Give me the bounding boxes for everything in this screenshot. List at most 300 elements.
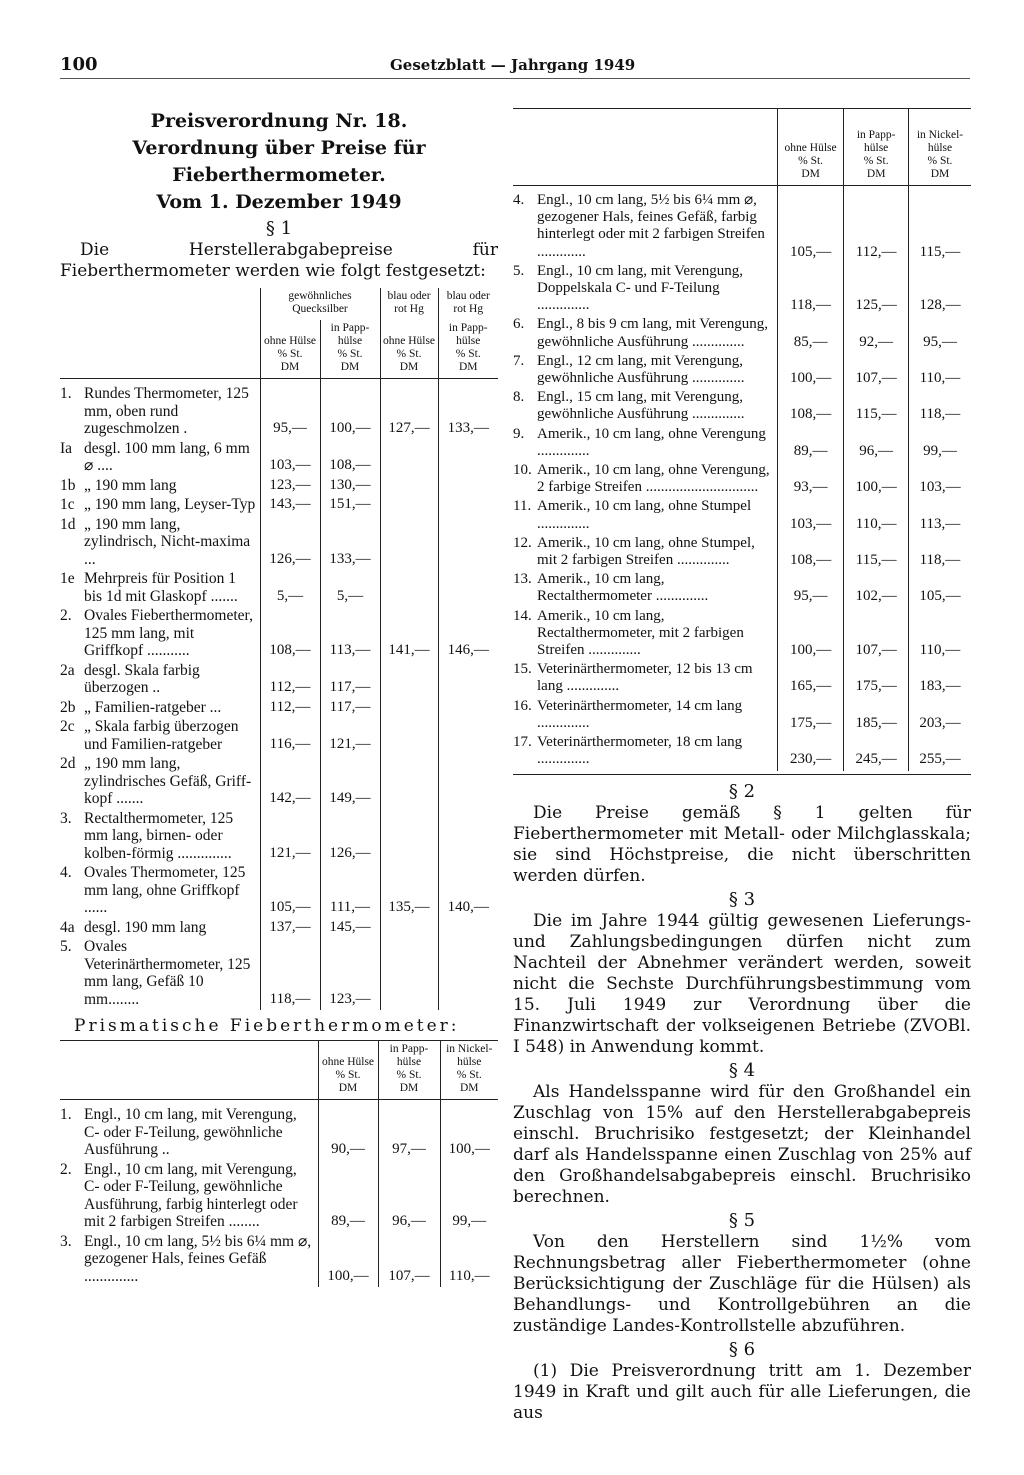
price-cell: 105,— (260, 864, 320, 919)
item-text: „ Familien-ratgeber ... (84, 698, 222, 716)
row-description (60, 919, 260, 939)
item-entry (513, 734, 773, 768)
price-cell: 108,— (320, 440, 380, 477)
row-description (513, 734, 777, 770)
price-cell: 175,— (777, 698, 844, 734)
row-description (513, 316, 777, 352)
price-table-prismatic (60, 1040, 498, 1287)
item-text: Engl., 15 cm lang, mit Verengung, gewöhnliche Ausführung .............. (537, 389, 745, 423)
price-cell: 175,— (844, 661, 909, 697)
price-cell: 126,— (320, 810, 380, 865)
price-cell: 107,— (378, 1233, 440, 1288)
section-3-heading: § 3 (728, 888, 756, 910)
item-number: 14. (513, 607, 532, 624)
item-text: Amerik., 10 cm lang, Rectalthermometer .............. (537, 571, 709, 605)
price-cell: 118,— (777, 263, 844, 317)
item-entry (60, 1106, 314, 1159)
table-row (513, 316, 971, 352)
ordinance-date: Vom 1. Dezember 1949 (156, 191, 402, 213)
price-cell: 145,— (320, 919, 380, 939)
row-description (60, 477, 260, 497)
item-entry (60, 385, 256, 438)
item-text: Rectalthermometer, 125 mm lang, birnen- oder kolben-förmig .............. (84, 809, 234, 862)
price-cell: 96,— (378, 1161, 440, 1233)
col-label: ohne Hülse (382, 335, 436, 347)
row-description (60, 516, 260, 571)
col-nickelhuelse (440, 1041, 498, 1100)
price-cell: 89,— (777, 426, 844, 462)
item-number: 2a (60, 661, 75, 679)
price-cell (380, 755, 438, 810)
price-cell: 185,— (844, 698, 909, 734)
item-number: 4a (60, 918, 75, 936)
running-header (60, 54, 970, 80)
row-description (60, 938, 260, 1010)
price-cell (380, 662, 438, 699)
table-row (513, 698, 971, 734)
price-cell: 118,— (260, 938, 320, 1010)
section-5-text: Von den Herstellern sind 1½% vom Rechnungsbetrag aller Fieberthermometer (ohne Berücksichtigung der Zuschläge für die Hülsen) als Behandlungs- und Kontrollgebühren an die zuständige Landes-Kontrollstelle abzuführen. (513, 1231, 971, 1336)
item-entry (60, 477, 256, 495)
col-currency: DM (801, 168, 820, 180)
item-number: 5. (60, 938, 72, 955)
price-cell: 128,— (908, 263, 971, 317)
col-currency: DM (399, 1082, 419, 1094)
item-text: „ 190 mm lang (84, 476, 177, 494)
item-number: 4. (60, 864, 72, 881)
item-number: 2. (60, 607, 72, 624)
item-entry (60, 1233, 314, 1286)
row-description (513, 698, 777, 734)
price-cell (380, 477, 438, 497)
col-papphuelse (378, 1041, 440, 1100)
price-cell: 85,— (777, 316, 844, 352)
item-entry (513, 263, 773, 315)
col-papphuelse (320, 320, 380, 379)
price-cell (438, 440, 498, 477)
price-cell (438, 662, 498, 699)
item-text: Veterinärthermometer, 18 cm lang .............. (537, 734, 743, 768)
price-table-prismatic-continued (513, 108, 971, 771)
row-description (60, 496, 260, 516)
row-description (60, 864, 260, 919)
price-cell: 230,— (777, 734, 844, 770)
item-entry (60, 810, 256, 863)
col-unit: % St. (337, 348, 363, 360)
price-cell (380, 516, 438, 571)
item-number: 4. (513, 192, 525, 208)
item-entry (60, 718, 256, 753)
item-number: 1. (60, 1106, 72, 1123)
table-row (513, 462, 971, 498)
item-entry (60, 570, 256, 605)
row-description (60, 1100, 318, 1161)
right-column (513, 108, 971, 1424)
price-cell: 123,— (260, 477, 320, 497)
table-row (60, 755, 498, 810)
row-description (60, 755, 260, 810)
col-unit: % St. (396, 348, 422, 360)
item-text: Engl., 12 cm lang, mit Verengung, gewöhnliche Ausführung .............. (537, 352, 745, 387)
section-6-heading: § 6 (728, 1338, 756, 1360)
price-cell: 96,— (844, 426, 909, 462)
price-cell: 115,— (844, 389, 909, 425)
price-cell: 100,— (777, 608, 844, 662)
item-number: 5. (513, 262, 525, 279)
price-cell: 107,— (844, 608, 909, 662)
col-ohne-huelse (318, 1041, 378, 1100)
ordinance-subtitle: Verordnung über Preise für Fieberthermometer. (132, 137, 426, 186)
price-cell: 89,— (318, 1161, 378, 1233)
item-entry (513, 192, 773, 261)
price-cell: 100,— (440, 1100, 498, 1161)
item-text: Amerik., 10 cm lang, ohne Stumpel .............. (537, 498, 752, 532)
price-cell: 108,— (777, 535, 844, 571)
section-4-heading: § 4 (728, 1059, 756, 1081)
price-cell: 117,— (320, 662, 380, 699)
table-row (60, 919, 498, 939)
section-2-heading: § 2 (728, 780, 756, 802)
col-currency: DM (338, 1082, 358, 1094)
price-cell: 95,— (777, 571, 844, 607)
item-number: 1d (60, 515, 76, 533)
table-row (60, 1233, 498, 1288)
price-cell: 118,— (908, 535, 971, 571)
table-row (60, 1100, 498, 1161)
col-label: ohne Hülse (784, 142, 837, 154)
table-row (513, 186, 971, 263)
sections-block (513, 774, 971, 1424)
price-cell: 116,— (260, 718, 320, 755)
price-cell: 100,— (844, 462, 909, 498)
section-3-text: Die im Jahre 1944 gültig gewesenen Lieferungs- und Zahlungsbedingungen dürfen nicht zum Nachteil der Abnehmer verändert werden, soweit nicht die Sechste Durchführungsbestimmung vom 15. Juli 1949 zur Verordnung über die Finanzwirtschaft der volkseigenen Betriebe (ZVOBl. I 548) in Anwendung kommt. (513, 910, 971, 1057)
item-number: 2c (60, 718, 75, 735)
item-text: desgl. Skala farbig überzogen .. (84, 661, 200, 696)
table-row (513, 535, 971, 571)
col-unit: % St. (863, 155, 889, 167)
item-entry (513, 389, 773, 423)
col-unit: % St. (277, 348, 303, 360)
item-number: 9. (513, 425, 525, 442)
price-cell (438, 699, 498, 719)
item-number: 13. (513, 571, 532, 588)
table-row (513, 498, 971, 534)
item-entry (513, 571, 773, 605)
price-cell: 103,— (777, 498, 844, 534)
price-cell: 121,— (260, 810, 320, 865)
price-cell: 127,— (380, 379, 438, 440)
item-text: „ 190 mm lang, zylindrisches Gefäß, Griff-kopf ....... (84, 755, 252, 807)
col-unit: % St. (798, 155, 824, 167)
col-currency: DM (930, 168, 950, 180)
col-papphuelse (844, 109, 909, 186)
item-text: Engl., 8 bis 9 cm lang, mit Verengung, gewöhnliche Ausführung .............. (537, 316, 768, 350)
item-text: Veterinärthermometer, 12 bis 13 cm lang .............. (537, 661, 753, 695)
row-description (513, 571, 777, 607)
col-unit: % St. (456, 1069, 482, 1081)
col-ohne-huelse-hg (380, 320, 438, 379)
item-number: 16. (513, 697, 532, 714)
item-text: Engl., 10 cm lang, mit Verengung, C- oder F-Teilung, gewöhnliche Ausführung, farbig hinterlegt oder mit 2 farbigen Streifen ........ (84, 1160, 298, 1230)
price-cell: 133,— (438, 379, 498, 440)
item-text: Mehrpreis für Position 1 bis 1d mit Glaskopf ....... (84, 570, 238, 605)
row-description (513, 498, 777, 534)
table-row (60, 440, 498, 477)
row-description (513, 389, 777, 425)
price-cell: 105,— (777, 186, 844, 263)
col-currency: DM (459, 1082, 479, 1094)
col-label: ohne Hülse (321, 1056, 375, 1068)
price-cell: 112,— (260, 662, 320, 699)
row-description (513, 263, 777, 317)
col-unit: % St. (455, 348, 481, 360)
item-text: Rundes Thermometer, 125 mm, oben rund zugeschmolzen . (84, 385, 249, 437)
price-cell: 92,— (844, 316, 909, 352)
col-currency: DM (280, 361, 300, 373)
row-description (513, 186, 777, 263)
price-cell: 115,— (908, 186, 971, 263)
item-number: 2d (60, 755, 76, 772)
row-description (60, 662, 260, 699)
item-entry (60, 699, 256, 717)
price-cell: 125,— (844, 263, 909, 317)
row-description (513, 608, 777, 662)
table-row (513, 389, 971, 425)
table-row (513, 734, 971, 770)
col-currency: DM (340, 361, 360, 373)
section-1-intro: Die Herstellerabgabepreise für Fieberthermometer werden wie folgt festgesetzt: (60, 240, 498, 281)
journal-title: Gesetzblatt — Jahrgang 1949 (390, 56, 636, 74)
table-row (60, 570, 498, 607)
item-entry (513, 353, 773, 387)
price-cell (380, 919, 438, 939)
table-row (513, 608, 971, 662)
table-row (60, 516, 498, 571)
table-row (60, 477, 498, 497)
price-cell: 110,— (440, 1233, 498, 1288)
price-cell (380, 496, 438, 516)
price-cell: 245,— (844, 734, 909, 770)
row-description (513, 535, 777, 571)
page-number: 100 (60, 54, 98, 75)
item-number: 2b (60, 698, 76, 716)
price-cell: 255,— (908, 734, 971, 770)
row-description (513, 353, 777, 389)
item-entry (60, 662, 256, 697)
table-row (60, 607, 498, 662)
item-entry (60, 864, 256, 917)
table-row (513, 353, 971, 389)
item-entry (513, 498, 773, 532)
table-row (513, 426, 971, 462)
price-cell (438, 516, 498, 571)
price-cell: 137,— (260, 919, 320, 939)
price-cell: 126,— (260, 516, 320, 571)
item-entry (60, 516, 256, 569)
table-row (513, 571, 971, 607)
col-currency: DM (399, 361, 419, 373)
item-entry (60, 919, 256, 937)
col-currency: DM (866, 168, 886, 180)
price-cell: 100,— (777, 353, 844, 389)
price-cell: 102,— (844, 571, 909, 607)
item-number: Ia (60, 439, 73, 457)
price-cell: 105,— (908, 571, 971, 607)
row-description (60, 1161, 318, 1233)
item-entry (60, 607, 256, 660)
price-cell: 108,— (260, 607, 320, 662)
col-label: in Papp-hülse (389, 1043, 429, 1068)
price-cell: 97,— (378, 1100, 440, 1161)
item-text: Ovales Veterinärthermometer, 125 mm lang, Gefäß 10 mm........ (84, 938, 251, 1008)
price-cell: 142,— (260, 755, 320, 810)
item-entry (513, 608, 773, 660)
price-cell (380, 718, 438, 755)
item-entry (60, 755, 256, 808)
price-cell: 149,— (320, 755, 380, 810)
price-cell (438, 919, 498, 939)
price-cell (380, 440, 438, 477)
table-row (60, 1161, 498, 1233)
price-cell (438, 938, 498, 1010)
item-text: Amerik., 10 cm lang, ohne Verengung .............. (537, 425, 766, 459)
item-number: 6. (513, 316, 525, 333)
item-text: desgl. 100 mm lang, 6 mm ⌀ .... (84, 439, 250, 474)
ordinance-title: Preisverordnung Nr. 18. (150, 110, 408, 132)
price-cell: 100,— (318, 1233, 378, 1288)
price-cell: 103,— (908, 462, 971, 498)
item-number: 8. (513, 389, 525, 406)
item-entry (513, 661, 773, 695)
table-row (60, 496, 498, 516)
col-label: in Papp-hülse (330, 322, 370, 347)
price-cell: 112,— (844, 186, 909, 263)
section-6-text: (1) Die Preisverordnung tritt am 1. Dezember 1949 in Kraft und gilt auch für alle Lieferungen, die aus (513, 1360, 971, 1423)
price-cell (438, 477, 498, 497)
item-number: 7. (513, 352, 525, 369)
item-number: 1. (60, 385, 72, 402)
col-label: in Nickel-hülse (446, 1043, 493, 1068)
item-text: Amerik., 10 cm lang, Rectalthermometer, mit 2 farbigen Streifen .............. (537, 607, 744, 659)
price-cell: 108,— (777, 389, 844, 425)
left-column (60, 108, 498, 1287)
price-cell: 118,— (908, 389, 971, 425)
price-cell (380, 810, 438, 865)
price-cell: 112,— (260, 699, 320, 719)
price-cell: 113,— (908, 498, 971, 534)
table-row (60, 718, 498, 755)
price-cell: 95,— (908, 316, 971, 352)
price-cell: 113,— (320, 607, 380, 662)
item-text: Veterinärthermometer, 14 cm lang .............. (537, 697, 743, 731)
item-entry (513, 316, 773, 350)
item-text: Engl., 10 cm lang, mit Verengung, Doppelskala C- und F-Teilung .............. (537, 262, 743, 314)
price-cell: 115,— (844, 535, 909, 571)
row-description (60, 699, 260, 719)
table-row (513, 661, 971, 697)
price-cell (438, 718, 498, 755)
col-papphuelse-hg (438, 320, 498, 379)
price-cell: 141,— (380, 607, 438, 662)
item-number: 11. (513, 498, 532, 515)
item-text: „ 190 mm lang, zylindrisch, Nicht-maxima ... (84, 515, 251, 568)
item-text: „ 190 mm lang, Leyser-Typ (84, 496, 256, 513)
price-cell (380, 938, 438, 1010)
item-entry (60, 440, 256, 475)
price-cell: 95,— (260, 379, 320, 440)
item-text: Engl., 10 cm lang, 5½ bis 6¼ mm ⌀, gezogener Hals, feines Gefäß, farbig hinterlegt oder mit 2 farbigen Streifen ............. (537, 192, 765, 260)
item-entry (513, 535, 773, 569)
col-ohne-huelse (260, 320, 320, 379)
price-cell: 99,— (440, 1161, 498, 1233)
item-text: „ Skala farbig überzogen und Familien-ratgeber (84, 718, 239, 753)
prismatic-heading: Prismatische Fieberthermometer: (74, 1016, 460, 1036)
price-cell: 183,— (908, 661, 971, 697)
price-cell: 133,— (320, 516, 380, 571)
item-entry (513, 698, 773, 732)
item-entry (513, 462, 773, 496)
row-description (60, 810, 260, 865)
col-group-quecksilber: gewöhnliches Quecksilber (260, 288, 380, 320)
item-number: 1e (60, 570, 75, 587)
row-description (60, 379, 260, 440)
col-label: in Papp-hülse (448, 322, 488, 347)
col-unit: % St. (927, 155, 953, 167)
price-cell: 110,— (908, 608, 971, 662)
col-blau-rot-1: blau oder rot Hg (380, 288, 438, 320)
col-label: ohne Hülse (263, 335, 317, 347)
price-cell: 121,— (320, 718, 380, 755)
item-text: Amerik., 10 cm lang, ohne Stumpel, mit 2 farbigen Streifen .............. (537, 534, 755, 569)
col-unit: % St. (335, 1069, 361, 1081)
item-text: Engl., 10 cm lang, 5½ bis 6¼ mm ⌀, gezogener Hals, feines Gefäß .............. (84, 1232, 312, 1285)
col-ohne-huelse (777, 109, 844, 186)
price-cell (438, 755, 498, 810)
price-cell: 123,— (320, 938, 380, 1010)
item-entry (513, 426, 773, 460)
item-number: 1b (60, 476, 76, 494)
item-number: 2. (60, 1160, 72, 1178)
price-cell: 151,— (320, 496, 380, 516)
price-cell: 99,— (908, 426, 971, 462)
item-number: 12. (513, 534, 532, 551)
row-description (60, 718, 260, 755)
price-cell: 165,— (777, 661, 844, 697)
col-unit: % St. (396, 1069, 422, 1081)
price-cell (438, 570, 498, 607)
section-1-heading: § 1 (265, 218, 293, 239)
price-cell: 130,— (320, 477, 380, 497)
price-cell: 5,— (260, 570, 320, 607)
price-cell: 90,— (318, 1100, 378, 1161)
price-cell: 5,— (320, 570, 380, 607)
price-cell (438, 496, 498, 516)
price-cell: 135,— (380, 864, 438, 919)
col-label: in Nickel-hülse (916, 129, 964, 154)
item-text: Ovales Thermometer, 125 mm lang, ohne Griffkopf ...... (84, 864, 246, 916)
price-cell: 107,— (844, 353, 909, 389)
price-cell (380, 570, 438, 607)
section-4-text: Als Handelsspanne wird für den Großhandel ein Zuschlag von 15% auf den Herstellerabgabepreis einschl. Bruchrisiko festgesetzt; der Kleinhandel darf als Handelsspanne einen Zuschlag von 25% auf den Großhandelsabgabepreis einschl. Bruchrisiko berechnen. (513, 1081, 971, 1207)
item-text: Amerik., 10 cm lang, ohne Verengung, 2 farbige Streifen .............................. (537, 462, 770, 496)
table-row (513, 263, 971, 317)
price-cell: 117,— (320, 699, 380, 719)
price-cell: 143,— (260, 496, 320, 516)
header-rule (60, 78, 970, 79)
item-entry (60, 938, 256, 1008)
price-cell: 140,— (438, 864, 498, 919)
price-cell: 111,— (320, 864, 380, 919)
